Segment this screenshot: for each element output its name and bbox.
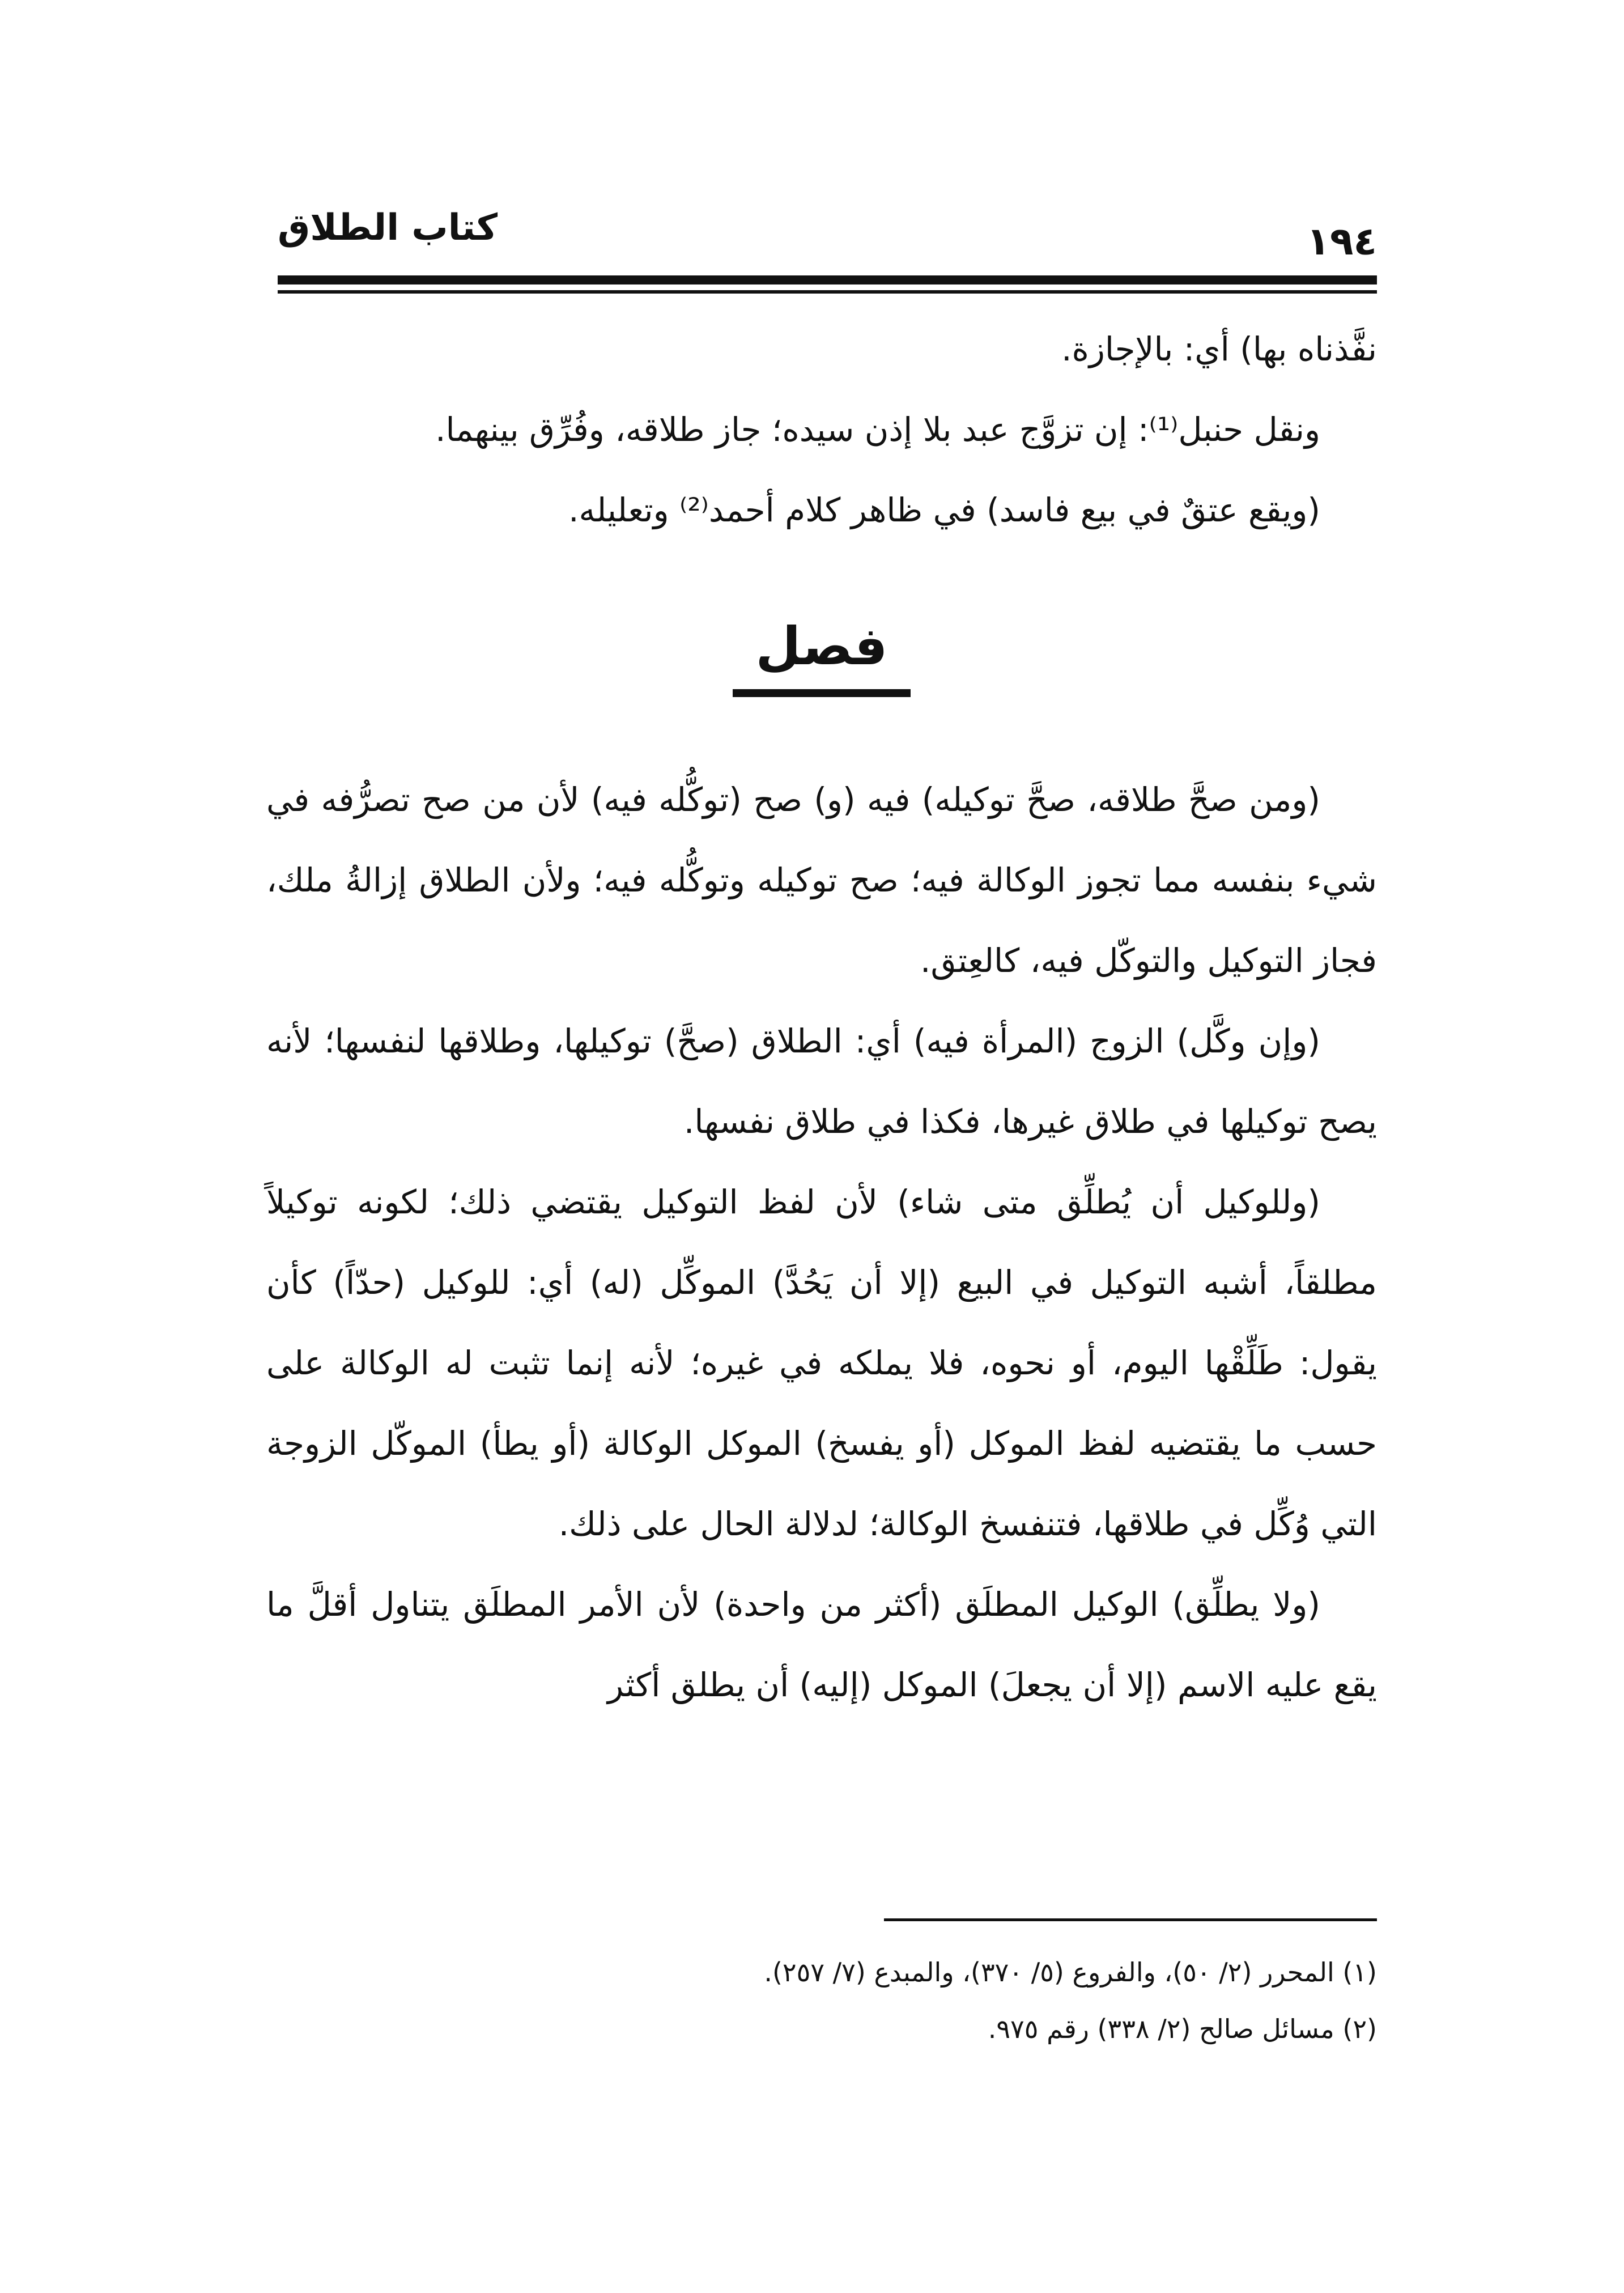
section-heading-label: فصل — [733, 604, 910, 697]
paragraph-4: (ومن صحَّ طلاقه، صحَّ توكيله) فيه (و) صح (توكُّله فيه) لأن من صح تصرُّفه في شيء بنفسه مما تجوز الوكالة فيه؛ صح توكيله وتوكُّله فيه؛ ولأن الطلاق إزالةُ ملك، فجاز التوكيل والتوكّل فيه، كالعِتق. — [266, 780, 1377, 980]
page-header — [278, 207, 1377, 269]
footnote-2: (٢) مسائل صالح (٢/ ٣٣٨) رقم ٩٧٥. — [988, 2014, 1377, 2044]
paragraph-5: (وإن وكَّل) الزوج (المرأة فيه) أي: الطلاق (صحَّ) توكيلها، وطلاقها لنفسها؛ لأنه يصح توكيلها في طلاق غيرها، فكذا في طلاق نفسها. — [266, 1022, 1377, 1141]
header-rule-thin — [278, 290, 1377, 294]
page-number: ١٩٤ — [1306, 219, 1377, 264]
section-heading — [266, 604, 1377, 697]
header-rule-thick — [278, 275, 1377, 284]
footnote-separator — [884, 1918, 1377, 1921]
footnote-1: (١) المحرر (٢/ ٥٠)، والفروع (٥/ ٣٧٠)، والمبدع (٧/ ٢٥٧). — [764, 1957, 1377, 1988]
paragraph-6: (وللوكيل أن يُطلِّق متى شاء) لأن لفظ التوكيل يقتضي ذلك؛ لكونه توكيلاً مطلقاً، أشبه التوكيل في البيع (إلا أن يَحُدَّ) الموكِّل (له) أي: للوكيل (حدّاً) كأن يقول: طَلِّقْها اليوم، أو نحوه، فلا يملكه في غيره؛ لأنه إنما تثبت له الوكالة على حسب ما يقتضيه لفظ الموكل (أو يفسخ) الموكل الوكالة (أو يطأ) الموكّل الزوجة التي وُكِّل في طلاقها، فتنفسخ الوكالة؛ لدلالة الحال على ذلك. — [266, 1183, 1377, 1543]
paragraph-1: نفَّذناه بها) أي: بالإجازة. — [1061, 330, 1377, 368]
paragraph-7: (ولا يطلِّق) الوكيل المطلَق (أكثر من واحدة) لأن الأمر المطلَق يتناول أقلَّ ما يقع عليه الاسم (إلا أن يجعلَ) الموكل (إليه) أن يطلق أكثر — [266, 1585, 1377, 1704]
running-title: كتاب الطلاق — [278, 207, 498, 249]
footnotes — [266, 1944, 1377, 2057]
paragraph-3: (ويقع عتقٌ في بيع فاسد) في ظاهر كلام أحمد⁽²⁾ وتعليله. — [568, 491, 1320, 529]
body-text — [266, 309, 1377, 1725]
paragraph-2: ونقل حنبل⁽¹⁾: إن تزوَّج عبد بلا إذن سيده؛ جاز طلاقه، وفُرِّق بينهما. — [435, 410, 1320, 449]
